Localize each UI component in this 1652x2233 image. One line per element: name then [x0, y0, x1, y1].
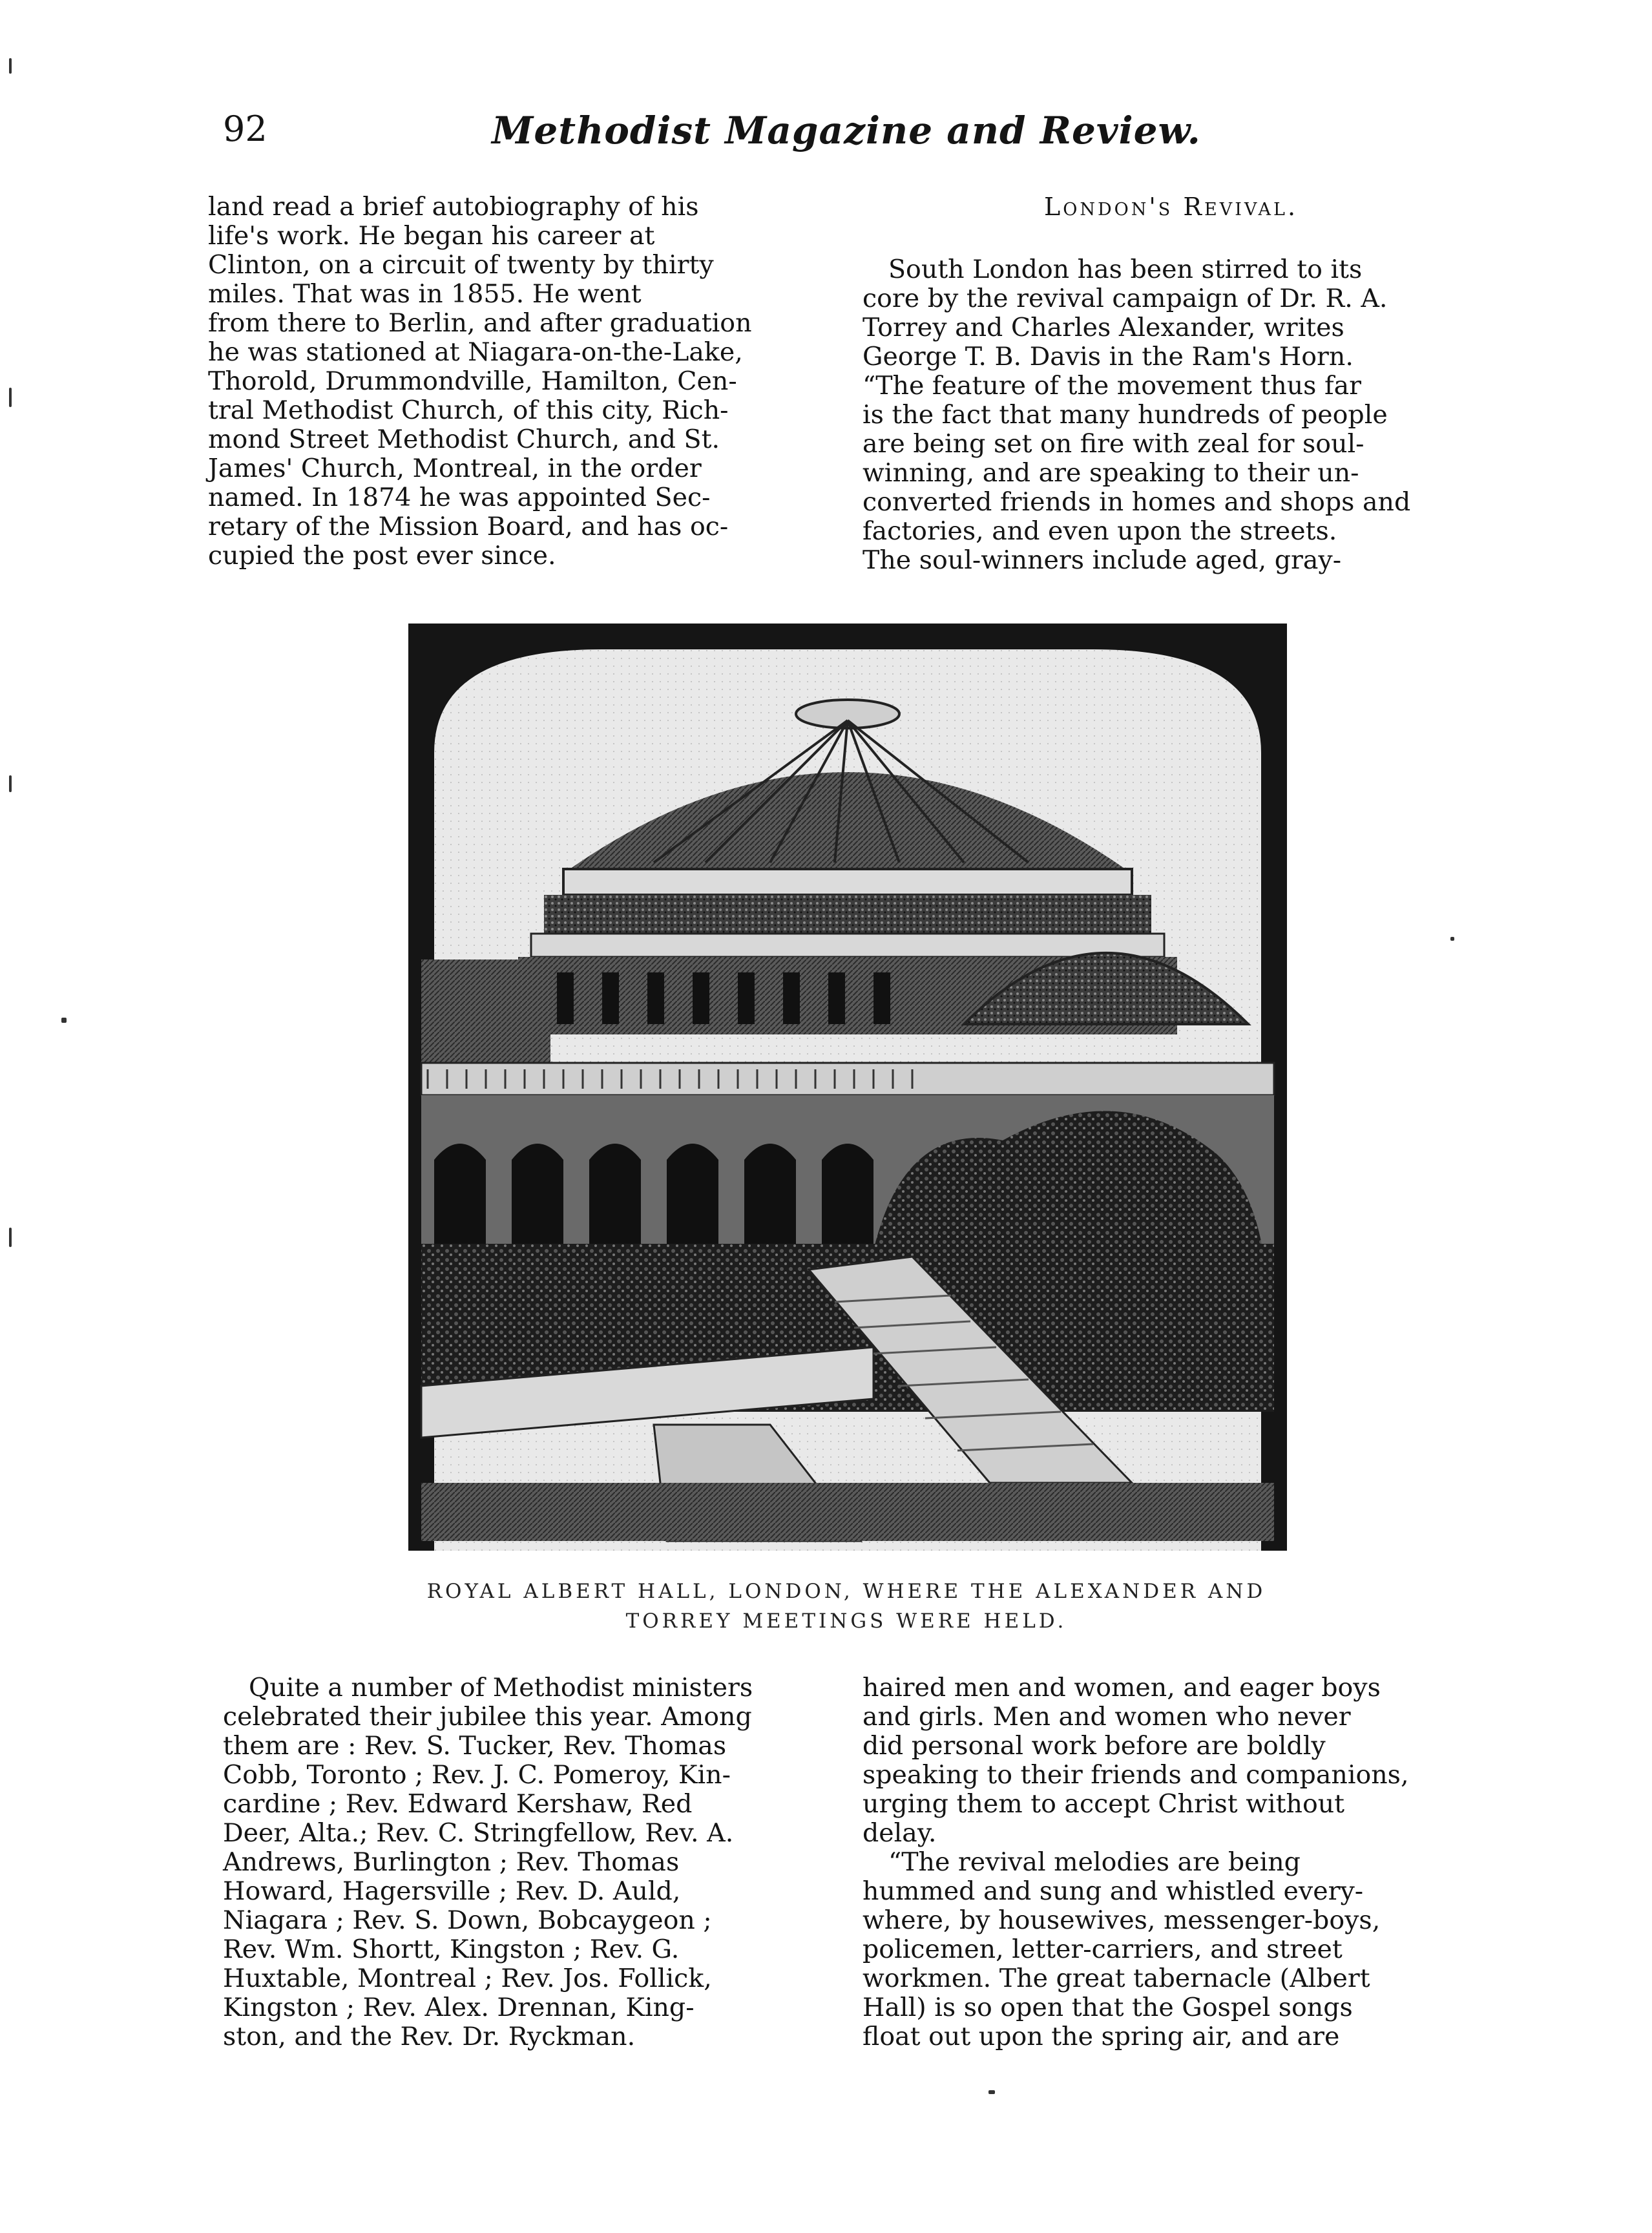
text-line: Clinton, on a circuit of twenty by thirty: [208, 250, 714, 280]
scan-speck: [9, 775, 12, 792]
scan-speck: [9, 388, 12, 407]
page-number: 92: [223, 109, 267, 149]
text-line: life's work. He began his career at: [208, 221, 655, 251]
text-line: urging them to accept Christ without: [863, 1789, 1345, 1819]
text-line: delay.: [863, 1818, 937, 1848]
text-line: tral Methodist Church, of this city, Rich-: [208, 395, 729, 425]
text-line: haired men and women, and eager boys: [863, 1673, 1381, 1703]
text-line: South London has been stirred to its: [888, 255, 1363, 284]
text-line: did personal work before are boldly: [863, 1731, 1326, 1761]
scan-speck: [1450, 937, 1454, 941]
text-line: factories, and even upon the streets.: [863, 516, 1337, 546]
paragraph: [863, 255, 1479, 284]
text-line: miles. That was in 1855. He went: [208, 279, 642, 309]
text-line: Rev. Wm. Shortt, Kingston ; Rev. G.: [223, 1934, 680, 1964]
figure-caption: [362, 1577, 1331, 1636]
scan-speck: [9, 1228, 12, 1247]
paragraph: [863, 1673, 1479, 1848]
right-column-top: [863, 193, 1479, 575]
paragraph: [863, 1848, 1479, 2051]
text-line: Howard, Hagersville ; Rev. D. Auld,: [223, 1876, 681, 1906]
page-header: [223, 109, 1470, 167]
text-line: he was stationed at Niagara-on-the-Lake,: [208, 337, 743, 367]
text-line: George T. B. Davis in the Ram's Horn.: [863, 342, 1354, 372]
text-line: The soul-winners include aged, gray-: [863, 545, 1342, 575]
right-column-bottom: [863, 1673, 1479, 2051]
text-line: core by the revival campaign of Dr. R. A.: [863, 284, 1388, 313]
text-line: cupied the post ever since.: [208, 541, 556, 571]
scan-speck: [988, 2090, 995, 2094]
text-line: Deer, Alta.; Rev. C. Stringfellow, Rev. A.: [223, 1818, 734, 1848]
text-line: Thorold, Drummondville, Hamilton, Cen-: [208, 366, 737, 396]
text-line: where, by housewives, messenger-boys,: [863, 1905, 1381, 1935]
text-line: Quite a number of Methodist ministers: [249, 1673, 753, 1703]
paragraph: [863, 284, 1479, 575]
section-title: London's Revival.: [1043, 193, 1299, 221]
text-line: float out upon the spring air, and are: [863, 2022, 1340, 2051]
text-line: retary of the Mission Board, and has oc-: [208, 512, 729, 541]
text-line: Cobb, Toronto ; Rev. J. C. Pomeroy, Kin-: [223, 1760, 731, 1790]
paragraph: [208, 193, 828, 571]
caption-line: ROYAL ALBERT HALL, LONDON, WHERE THE ALEXANDER AND: [426, 1580, 1266, 1603]
left-column-bottom: [223, 1673, 830, 2051]
text-line: are being set on fire with zeal for soul-: [863, 429, 1364, 459]
text-line: Andrews, Burlington ; Rev. Thomas: [223, 1847, 680, 1877]
text-line: “The revival melodies are being: [888, 1847, 1301, 1877]
scan-speck: [61, 1018, 67, 1023]
text-line: workmen. The great tabernacle (Albert: [863, 1964, 1370, 1993]
hall-engraving: [408, 624, 1287, 1551]
text-line: speaking to their friends and companions,: [863, 1760, 1409, 1790]
text-line: hummed and sung and whistled every-: [863, 1876, 1364, 1906]
caption-line: TORREY MEETINGS WERE HELD.: [625, 1609, 1067, 1633]
text-line: policemen, letter-carriers, and street: [863, 1934, 1343, 1964]
text-line: “The feature of the movement thus far: [863, 371, 1362, 401]
text-line: and girls. Men and women who never: [863, 1702, 1351, 1732]
text-line: James' Church, Montreal, in the order: [208, 454, 702, 483]
text-line: Hall) is so open that the Gospel songs: [863, 1993, 1353, 2022]
text-line: Huxtable, Montreal ; Rev. Jos. Follick,: [223, 1964, 712, 1993]
text-line: Niagara ; Rev. S. Down, Bobcaygeon ;: [223, 1905, 712, 1935]
left-column-top: [208, 193, 828, 571]
text-line: from there to Berlin, and after graduation: [208, 308, 752, 338]
running-head: Methodist Magazine and Review.: [492, 109, 1201, 152]
text-line: Kingston ; Rev. Alex. Drennan, King-: [223, 1993, 695, 2022]
text-line: winning, and are speaking to their un-: [863, 458, 1359, 488]
text-line: land read a brief autobiography of his: [208, 192, 699, 222]
paragraph: [223, 1673, 830, 2051]
text-line: cardine ; Rev. Edward Kershaw, Red: [223, 1789, 693, 1819]
text-line: ston, and the Rev. Dr. Ryckman.: [223, 2022, 636, 2051]
text-line: celebrated their jubilee this year. Among: [223, 1702, 752, 1732]
text-line: Torrey and Charles Alexander, writes: [863, 313, 1344, 342]
text-line: named. In 1874 he was appointed Sec-: [208, 483, 711, 512]
text-line: mond Street Methodist Church, and St.: [208, 425, 720, 454]
scan-speck: [9, 58, 12, 74]
text-line: converted friends in homes and shops and: [863, 487, 1411, 517]
text-line: is the fact that many hundreds of people: [863, 400, 1388, 430]
royal-albert-hall-illustration: [408, 624, 1287, 1551]
text-line: them are : Rev. S. Tucker, Rev. Thomas: [223, 1731, 727, 1761]
